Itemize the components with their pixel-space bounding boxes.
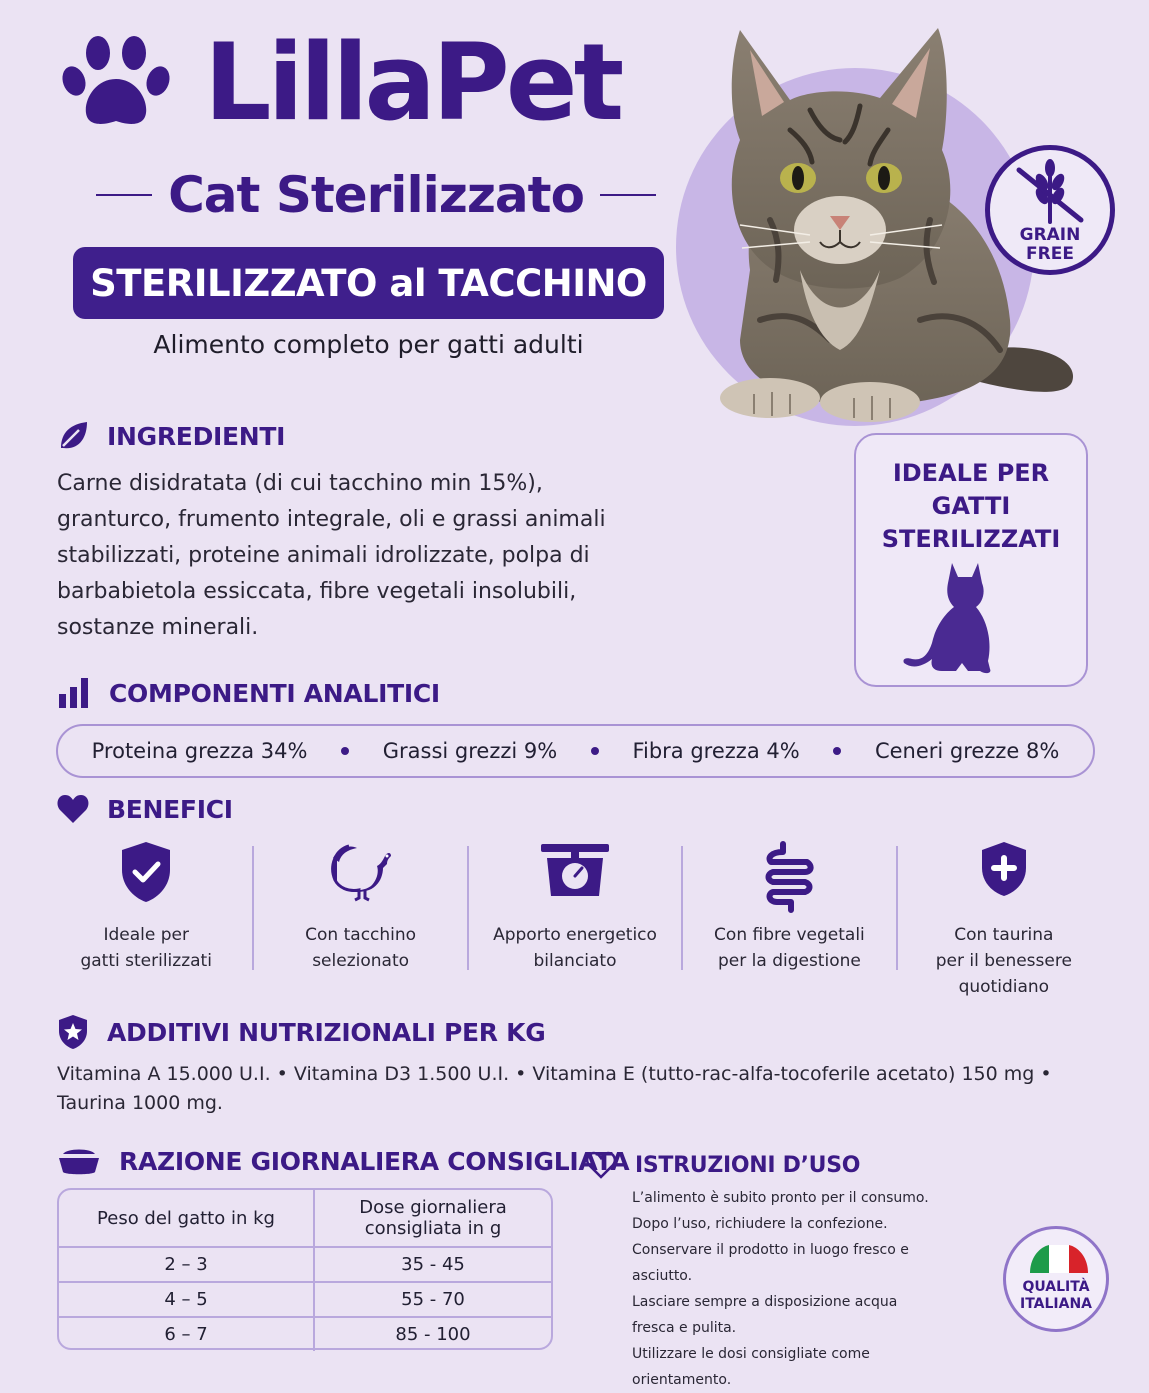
benefit-item [40,840,252,990]
table-row [59,1316,551,1351]
turkey-icon [329,840,393,902]
benefit-label: Con tacchino selezionato [305,925,417,971]
quality-line1: QUALITÀ [1022,1279,1090,1295]
table-row [59,1246,551,1281]
leaf-icon [57,420,89,452]
table-header-cell: Peso del gatto in kg [59,1190,315,1246]
benefits-row [40,840,1110,997]
ideal-box-label [856,457,1086,556]
bullet-dot [833,747,841,755]
benefit-item [469,840,681,990]
ingredients-heading [57,420,285,452]
benefit-item [898,840,1110,997]
bullet-dot [591,747,599,755]
ingredients-title: INGREDIENTI [107,421,286,451]
brand-name: LillaPet [204,21,621,144]
ration-title: RAZIONE GIORNALIERA CONSIGLIATA [119,1146,630,1176]
shield-check-icon [118,840,174,904]
benefit-label: Ideale per gatti sterilizzati [80,925,212,971]
analytic-item: Fibra grezza 4% [632,739,800,763]
instruction-line: Lasciare sempre a disposizione acqua [632,1294,898,1310]
quality-badge [1003,1226,1109,1332]
ideal-box [854,433,1088,687]
ideal-line3: STERILIZZATI [881,525,1061,553]
analytics-title: COMPONENTI ANALITICI [109,678,440,708]
instruction-line: Utilizzare le dosi consigliate come orientamento. [632,1346,870,1388]
analytics-box [56,724,1095,778]
sitting-cat-icon [902,559,1002,677]
flavor-banner: STERILIZZATO al TACCHINO [73,247,664,319]
table-cell: 2 – 3 [59,1248,315,1281]
ration-heading [57,1146,629,1176]
benefit-label: Con fibre vegetali per la digestione [714,925,865,971]
quality-label [1006,1279,1106,1313]
paw-icon [62,33,170,133]
instruction-line: Dopo l’uso, richiudere la confezione. [632,1216,888,1232]
grain-free-line2: FREE [1026,244,1074,264]
grain-free-label [990,226,1110,264]
ration-table [57,1188,553,1350]
additives-heading [57,1014,545,1050]
instructions-heading [585,1150,860,1180]
table-cell: 35 - 45 [401,1254,465,1275]
analytic-item: Grassi grezzi 9% [382,739,558,763]
crossed-wheat-icon [1005,158,1095,228]
grain-free-badge [985,145,1115,275]
benefit-item [254,840,466,990]
instruction-line: L’alimento è subito pronto per il consumo. [632,1190,929,1206]
table-cell: 85 - 100 [395,1324,471,1345]
shield-plus-icon [978,840,1030,898]
product-subtitle: Cat Sterilizzato [168,166,584,224]
instruction-line: fresca e pulita. [632,1320,737,1336]
ideal-line2: GATTI [931,492,1011,520]
tagline: Alimento completo per gatti adulti [153,330,584,359]
table-row [59,1281,551,1316]
benefit-label: Con taurina per il benessere quotidiano [935,925,1072,997]
table-cell: 4 – 5 [59,1283,315,1316]
benefit-item [683,840,895,990]
divider-line [96,194,152,196]
scale-icon [539,840,611,900]
heart-outline-icon [585,1150,617,1180]
additives-title: ADDITIVI NUTRIZIONALI PER KG [107,1017,546,1047]
divider-line [600,194,656,196]
table-header-cell: Dose giornaliera consigliata in g [359,1197,507,1239]
bullet-dot [341,747,349,755]
grain-free-line1: GRAIN [1019,225,1081,245]
intestine-icon [761,840,817,912]
benefits-heading [57,794,233,824]
analytic-item: Proteina grezza 34% [91,739,308,763]
subtitle-row [96,166,656,224]
instructions-title: ISTRUZIONI D’USO [635,1152,861,1178]
brand-header [62,21,621,144]
bar-chart-icon [57,678,91,708]
bowl-icon [57,1146,101,1176]
italian-flag-icon [1028,1243,1090,1273]
analytics-heading [57,678,440,708]
heart-icon [57,794,89,824]
analytic-item: Ceneri grezze 8% [874,739,1060,763]
benefits-title: BENEFICI [107,794,233,824]
additives-text: Vitamina A 15.000 U.I. • Vitamina D3 1.500 U.I. • Vitamina E (tutto-rac-alfa-tocoferile acetato) 150 mg • Taurina 1000 mg. [57,1063,1052,1114]
instruction-line: Conservare il prodotto in luogo fresco e asciutto. [632,1242,909,1284]
benefit-label: Apporto energetico bilanciato [493,925,657,971]
table-header-row [59,1190,551,1246]
table-cell: 55 - 70 [401,1289,465,1310]
star-shield-icon [57,1014,89,1050]
ingredients-text: Carne disidratata (di cui tacchino min 15%), granturco, frumento integrale, oli e grassi animali stabilizzati, proteine animali idrolizzate, polpa di barbabietola essiccata, fibre vegetali insolubili, sostanze minerali. [57,471,606,640]
table-cell: 6 – 7 [59,1318,315,1351]
instructions-text [632,1185,972,1393]
ideal-line1: IDEALE PER [892,459,1050,487]
quality-line2: ITALIANA [1019,1296,1093,1312]
